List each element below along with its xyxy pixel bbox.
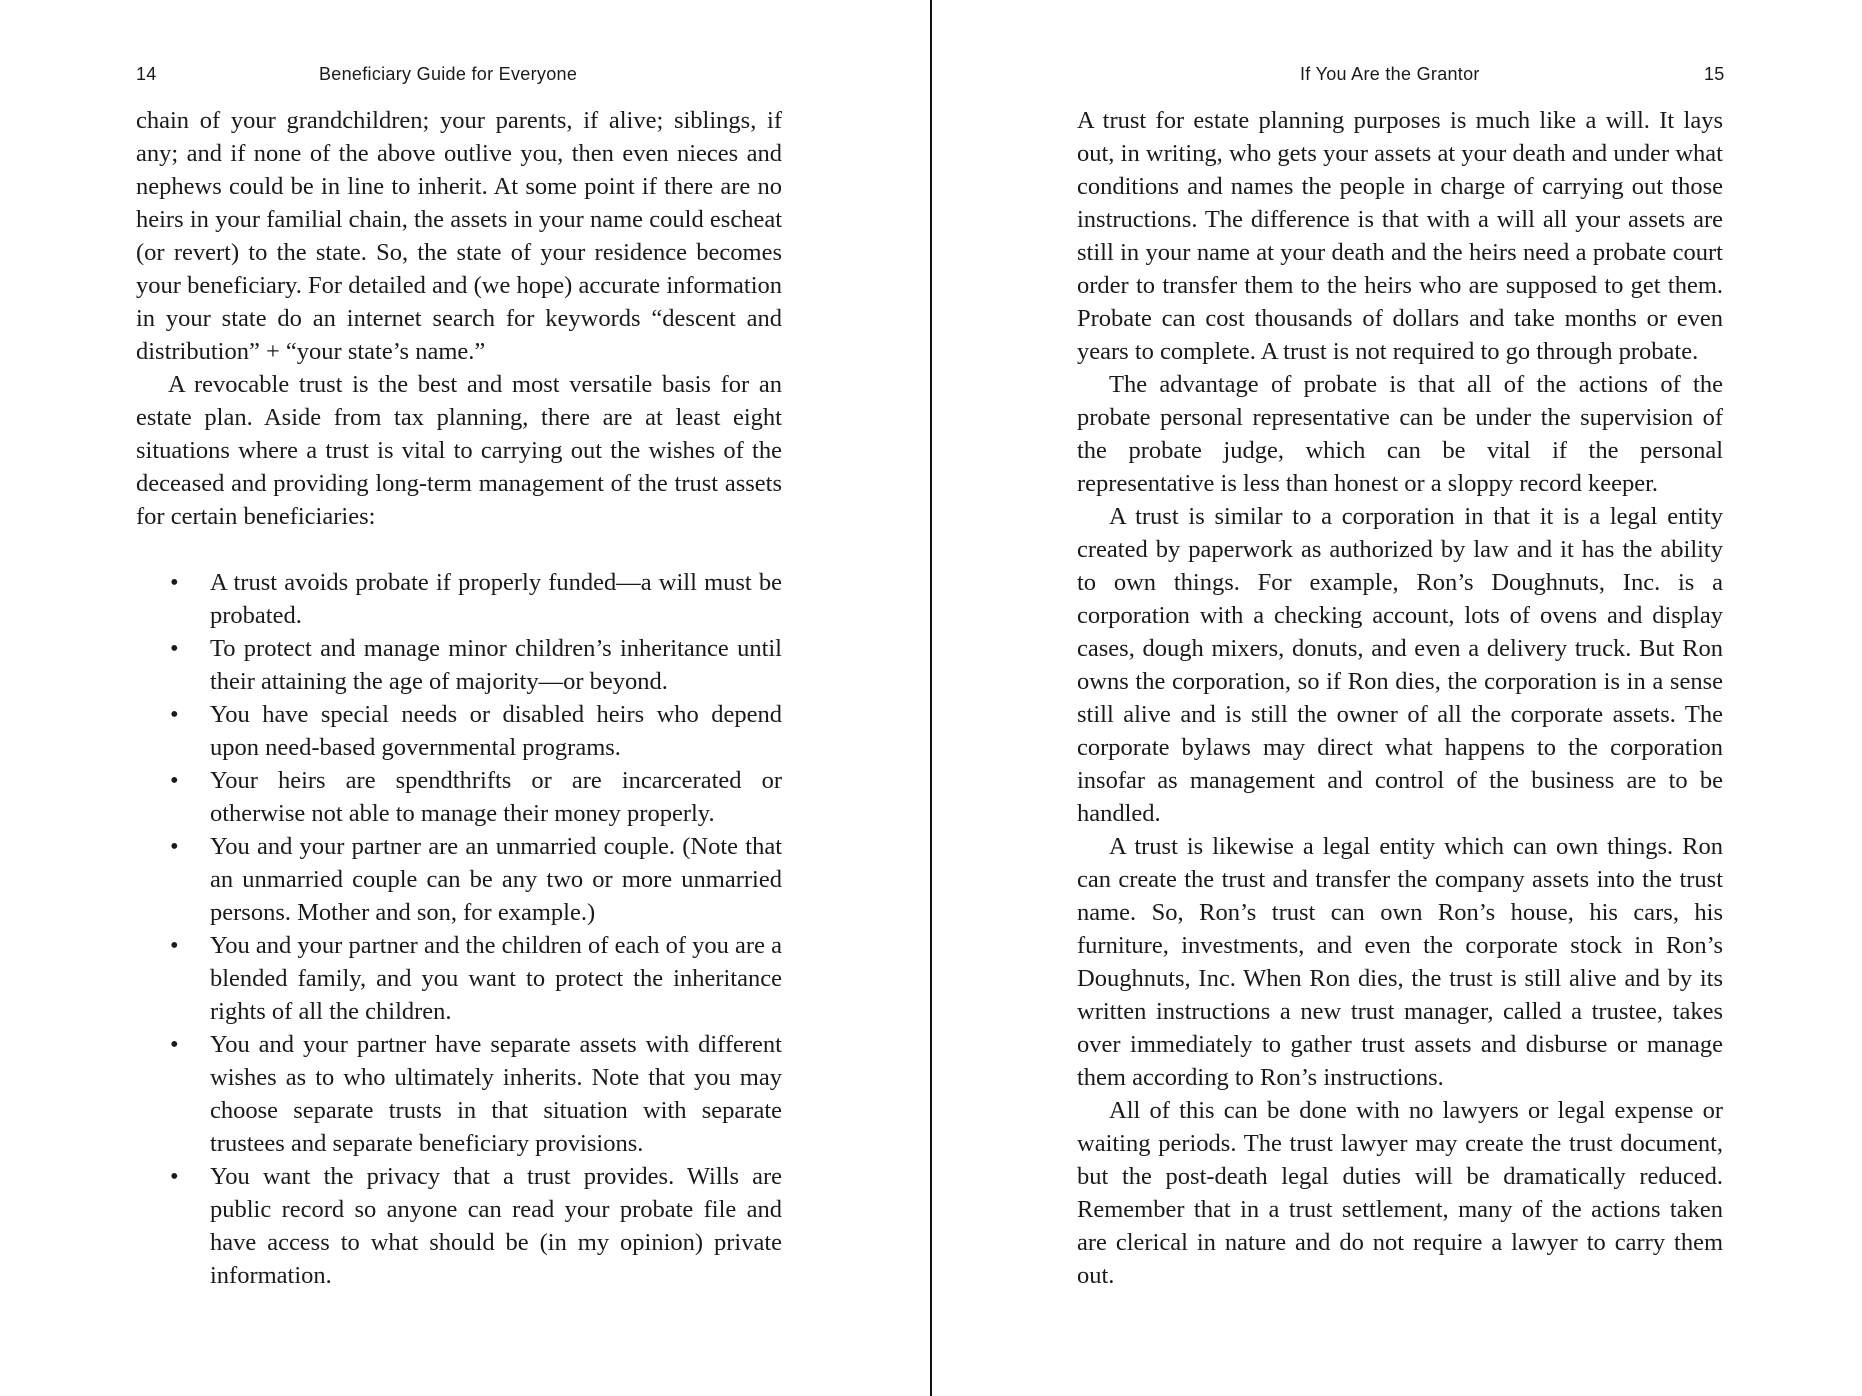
left-page-number: 14 — [136, 64, 157, 84]
list-item — [170, 929, 782, 1028]
list-item — [170, 1028, 782, 1160]
right-running-head: If You Are the Grantor — [1300, 64, 1480, 84]
right-page-number: 15 — [1704, 64, 1725, 84]
list-item — [170, 764, 782, 830]
paragraph: A trust is likewise a legal entity which can own things. Ron can create the trust and transfer the company assets into the trust name. So, Ron’s trust can own Ron’s house, his cars, his furniture, investments, and even the corporate stock in Ron’s Doughnuts, Inc. When Ron dies, the trust is still alive and by its written instructions a new trust manager, called a trustee, takes over immediately to gather trust assets and disburse or manage them according to Ron’s instructions. — [1077, 833, 1723, 1091]
list-item-text: Your heirs are spendthrifts or are incarcerated or otherwise not able to manage their money properly. — [210, 767, 782, 827]
bullet-icon: • — [170, 701, 179, 728]
list-item-text: You and your partner have separate assets with different wishes as to who ultimately inherits. Note that you may choose separate trusts in that situation with separate trustees and separate beneficiary provisions. — [210, 1031, 782, 1157]
paragraph: A revocable trust is the best and most versatile basis for an estate plan. Aside from tax planning, there are at least eight situations where a trust is vital to carrying out the wishes of the deceased and providing long-term management of the trust assets for certain beneficiaries: — [136, 371, 782, 530]
list-item — [170, 1160, 782, 1292]
list-item — [170, 830, 782, 929]
list-item-text: You and your partner and the children of each of you are a blended family, and you want to protect the inheritance rights of all the children. — [210, 932, 782, 1025]
right-body-text — [1077, 104, 1723, 1292]
list-item — [170, 698, 782, 764]
bullet-icon: • — [170, 569, 179, 596]
paragraph: All of this can be done with no lawyers or legal expense or waiting periods. The trust lawyer may create the trust document, but the post-death legal duties will be dramatically reduced. Remember that in a trust settlement, many of the actions taken are clerical in nature and do not require a lawyer to carry them out. — [1077, 1097, 1723, 1289]
paragraph: chain of your grandchildren; your parents, if alive; siblings, if any; and if none of the above outlive you, then even nieces and nephews could be in line to inherit. At some point if there are no heirs in your familial chain, the assets in your name could escheat (or revert) to the state. So, the state of your residence becomes your beneficiary. For detailed and (we hope) accurate information in your state do an internet search for keywords “descent and distribution” + “your state’s name.” — [136, 107, 782, 365]
list-item — [170, 632, 782, 698]
bullet-list — [136, 566, 782, 1292]
paragraph: The advantage of probate is that all of the actions of the probate personal representative can be under the supervision of the probate judge, which can be vital if the personal representative is less than honest or a sloppy record keeper. — [1077, 371, 1723, 497]
list-item-text: You have special needs or disabled heirs who depend upon need-based governmental programs. — [210, 701, 782, 761]
list-item-text: You want the privacy that a trust provides. Wills are public record so anyone can read your probate file and have access to what should be (in my opinion) private information. — [210, 1163, 782, 1289]
bullet-icon: • — [170, 833, 179, 860]
bullet-icon: • — [170, 767, 179, 794]
left-page — [0, 0, 930, 1396]
list-item-text: You and your partner are an unmarried couple. (Note that an unmarried couple can be any two or more unmarried persons. Mother and son, for example.) — [210, 833, 782, 926]
bullet-icon: • — [170, 1031, 179, 1058]
paragraph: A trust is similar to a corporation in that it is a legal entity created by paperwork as authorized by law and it has the ability to own things. For example, Ron’s Doughnuts, Inc. is a corporation with a checking account, lots of ovens and display cases, dough mixers, donuts, and even a delivery truck. But Ron owns the corporation, so if Ron dies, the corporation is in a sense still alive and is still the owner of all the corporate assets. The corporate bylaws may direct what happens to the corporation insofar as management and control of the business are to be handled. — [1077, 503, 1723, 827]
list-item-text: To protect and manage minor children’s inheritance until their attaining the age of majority—or beyond. — [210, 635, 782, 695]
paragraph: A trust for estate planning purposes is much like a will. It lays out, in writing, who gets your assets at your death and under what conditions and names the people in charge of carrying out those instructions. The difference is that with a will all your assets are still in your name at your death and the heirs need a probate court order to transfer them to the heirs who are supposed to get them. Probate can cost thousands of dollars and take months or even years to complete. A trust is not required to go through probate. — [1077, 107, 1723, 365]
left-running-head: Beneficiary Guide for Everyone — [319, 64, 578, 84]
bullet-icon: • — [170, 635, 179, 662]
bullet-icon: • — [170, 1163, 179, 1190]
bullet-icon: • — [170, 932, 179, 959]
list-item — [170, 566, 782, 632]
left-body-text — [136, 104, 782, 1292]
right-page — [932, 0, 1862, 1396]
list-item-text: A trust avoids probate if properly funded—a will must be probated. — [210, 569, 782, 629]
